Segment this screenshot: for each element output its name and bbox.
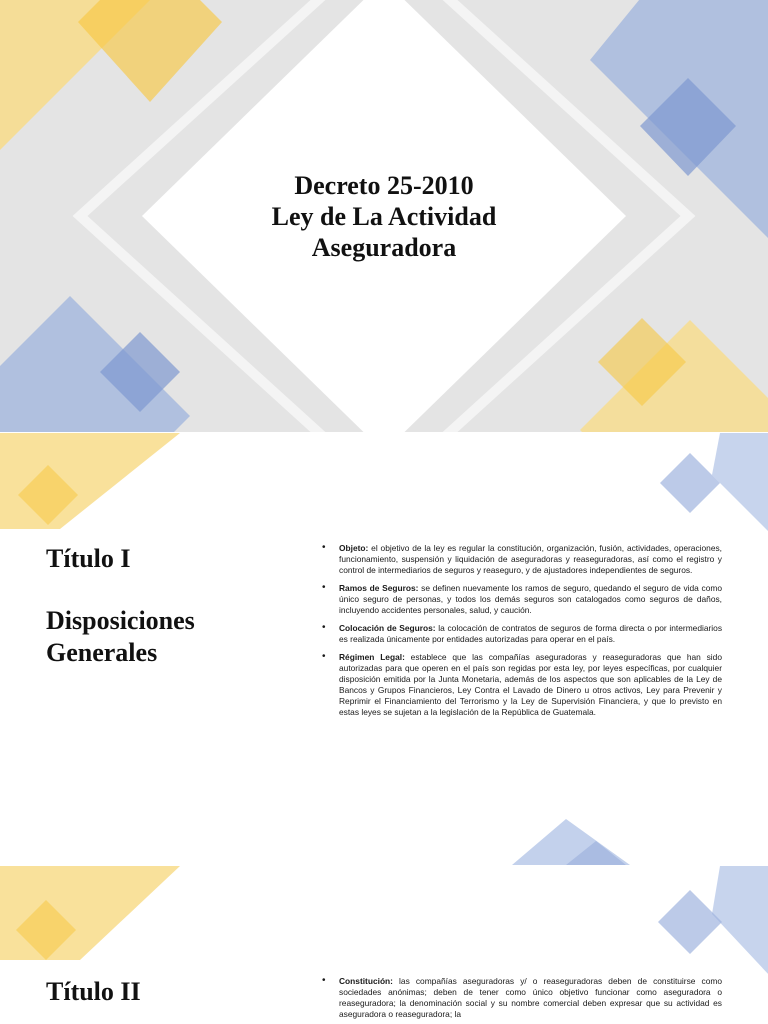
bullet-item <box>322 652 722 718</box>
bullet-label: Régimen Legal: <box>339 652 405 662</box>
title-line: Aseguradora <box>311 233 457 262</box>
bullet-label: Constitución: <box>339 976 393 986</box>
yellow-square-top-left <box>78 0 222 102</box>
bullet-item <box>322 583 722 616</box>
bullet-text: las compañías aseguradoras y/ o reaseguradoras deben de constituirse como sociedades anónimas; deben de tener como único objetivo funcionar como aseguradora o reaseguradora; la denominación social y su nombre comercial deben expresar que su actividad es aseguradora o reaseguradora; la <box>339 976 722 1019</box>
presentation-title <box>234 170 534 263</box>
bullet-dot-icon: • <box>322 582 326 593</box>
yellow-square-bottom-right <box>580 320 768 432</box>
bullet-dot-icon: • <box>322 542 326 553</box>
title-line: Decreto 25-2010 <box>294 171 474 200</box>
yellow-triangle-top-left <box>0 866 180 960</box>
bullet-label: Objeto: <box>339 543 369 553</box>
bullet-label: Colocación de Seguros: <box>339 623 436 633</box>
bullet-dot-icon: • <box>322 622 326 633</box>
bullet-item <box>322 976 722 1020</box>
bullet-dot-icon: • <box>322 975 326 986</box>
heading-line: Disposiciones <box>46 606 195 635</box>
bullet-list <box>322 976 722 1024</box>
section-heading <box>46 976 141 1008</box>
title-line: Ley de La Actividad <box>271 202 497 231</box>
bullet-text: el objetivo de la ley es regular la constitución, organización, fusión, actividades, operaciones, funcionamiento, suspensión y liquidación de aseguradoras y reaseguradoras, así como el registro y control de intermediarios de seguros y reaseguro, y de ajustadores independientes de seguros. <box>339 543 722 575</box>
bullet-text: establece que las compañías aseguradoras y reaseguradoras que han sido autorizadas para que operen en el país son regidas por esta ley, por leyes específicas, por cualquier disposición emitida por la Junta Monetaria, además de los aspectos que son aplicables de la Ley de Bancos y Grupos Financieros, Ley Contra el Lavado de Dinero u otros activos, Ley para Prevenir y Reprimir el Financiamiento del Terrorismo y la Ley de Supervisión Financiera, y que lo previsto en estas leyes se sujetan a la legislación de la República de Guatemala. <box>339 652 722 717</box>
content-slide-titulo-1 <box>0 433 768 865</box>
bullet-text: la colocación de contratos de seguros de forma directa o por intermediarios es realizada únicamente por entidades autorizadas para operar en el país. <box>339 623 723 644</box>
heading-line: Título I <box>46 544 131 573</box>
blue-square-top-right-mid <box>660 453 720 513</box>
bullet-dot-icon: • <box>322 651 326 662</box>
blue-square-top-right <box>712 433 768 533</box>
section-heading <box>46 543 195 669</box>
heading-line: Generales <box>46 638 158 667</box>
blue-square-top-right-mid <box>658 890 722 954</box>
bullet-item <box>322 623 722 645</box>
bullet-text: se definen nuevamente los ramos de seguro, quedando el seguro de vida como único seguro de personas, y todos los demás seguros son catalogados como seguros de daños, incluyendo accidentes personales, salud, y caución. <box>339 583 723 615</box>
bullet-label: Ramos de Seguros: <box>339 583 419 593</box>
bullet-list <box>322 543 722 725</box>
bullet-item <box>322 543 722 576</box>
heading-line: Título II <box>46 977 141 1006</box>
content-slide-titulo-2 <box>0 866 768 1024</box>
yellow-triangle-top-left <box>0 433 180 529</box>
heading-line <box>46 575 195 605</box>
title-slide <box>0 0 768 432</box>
